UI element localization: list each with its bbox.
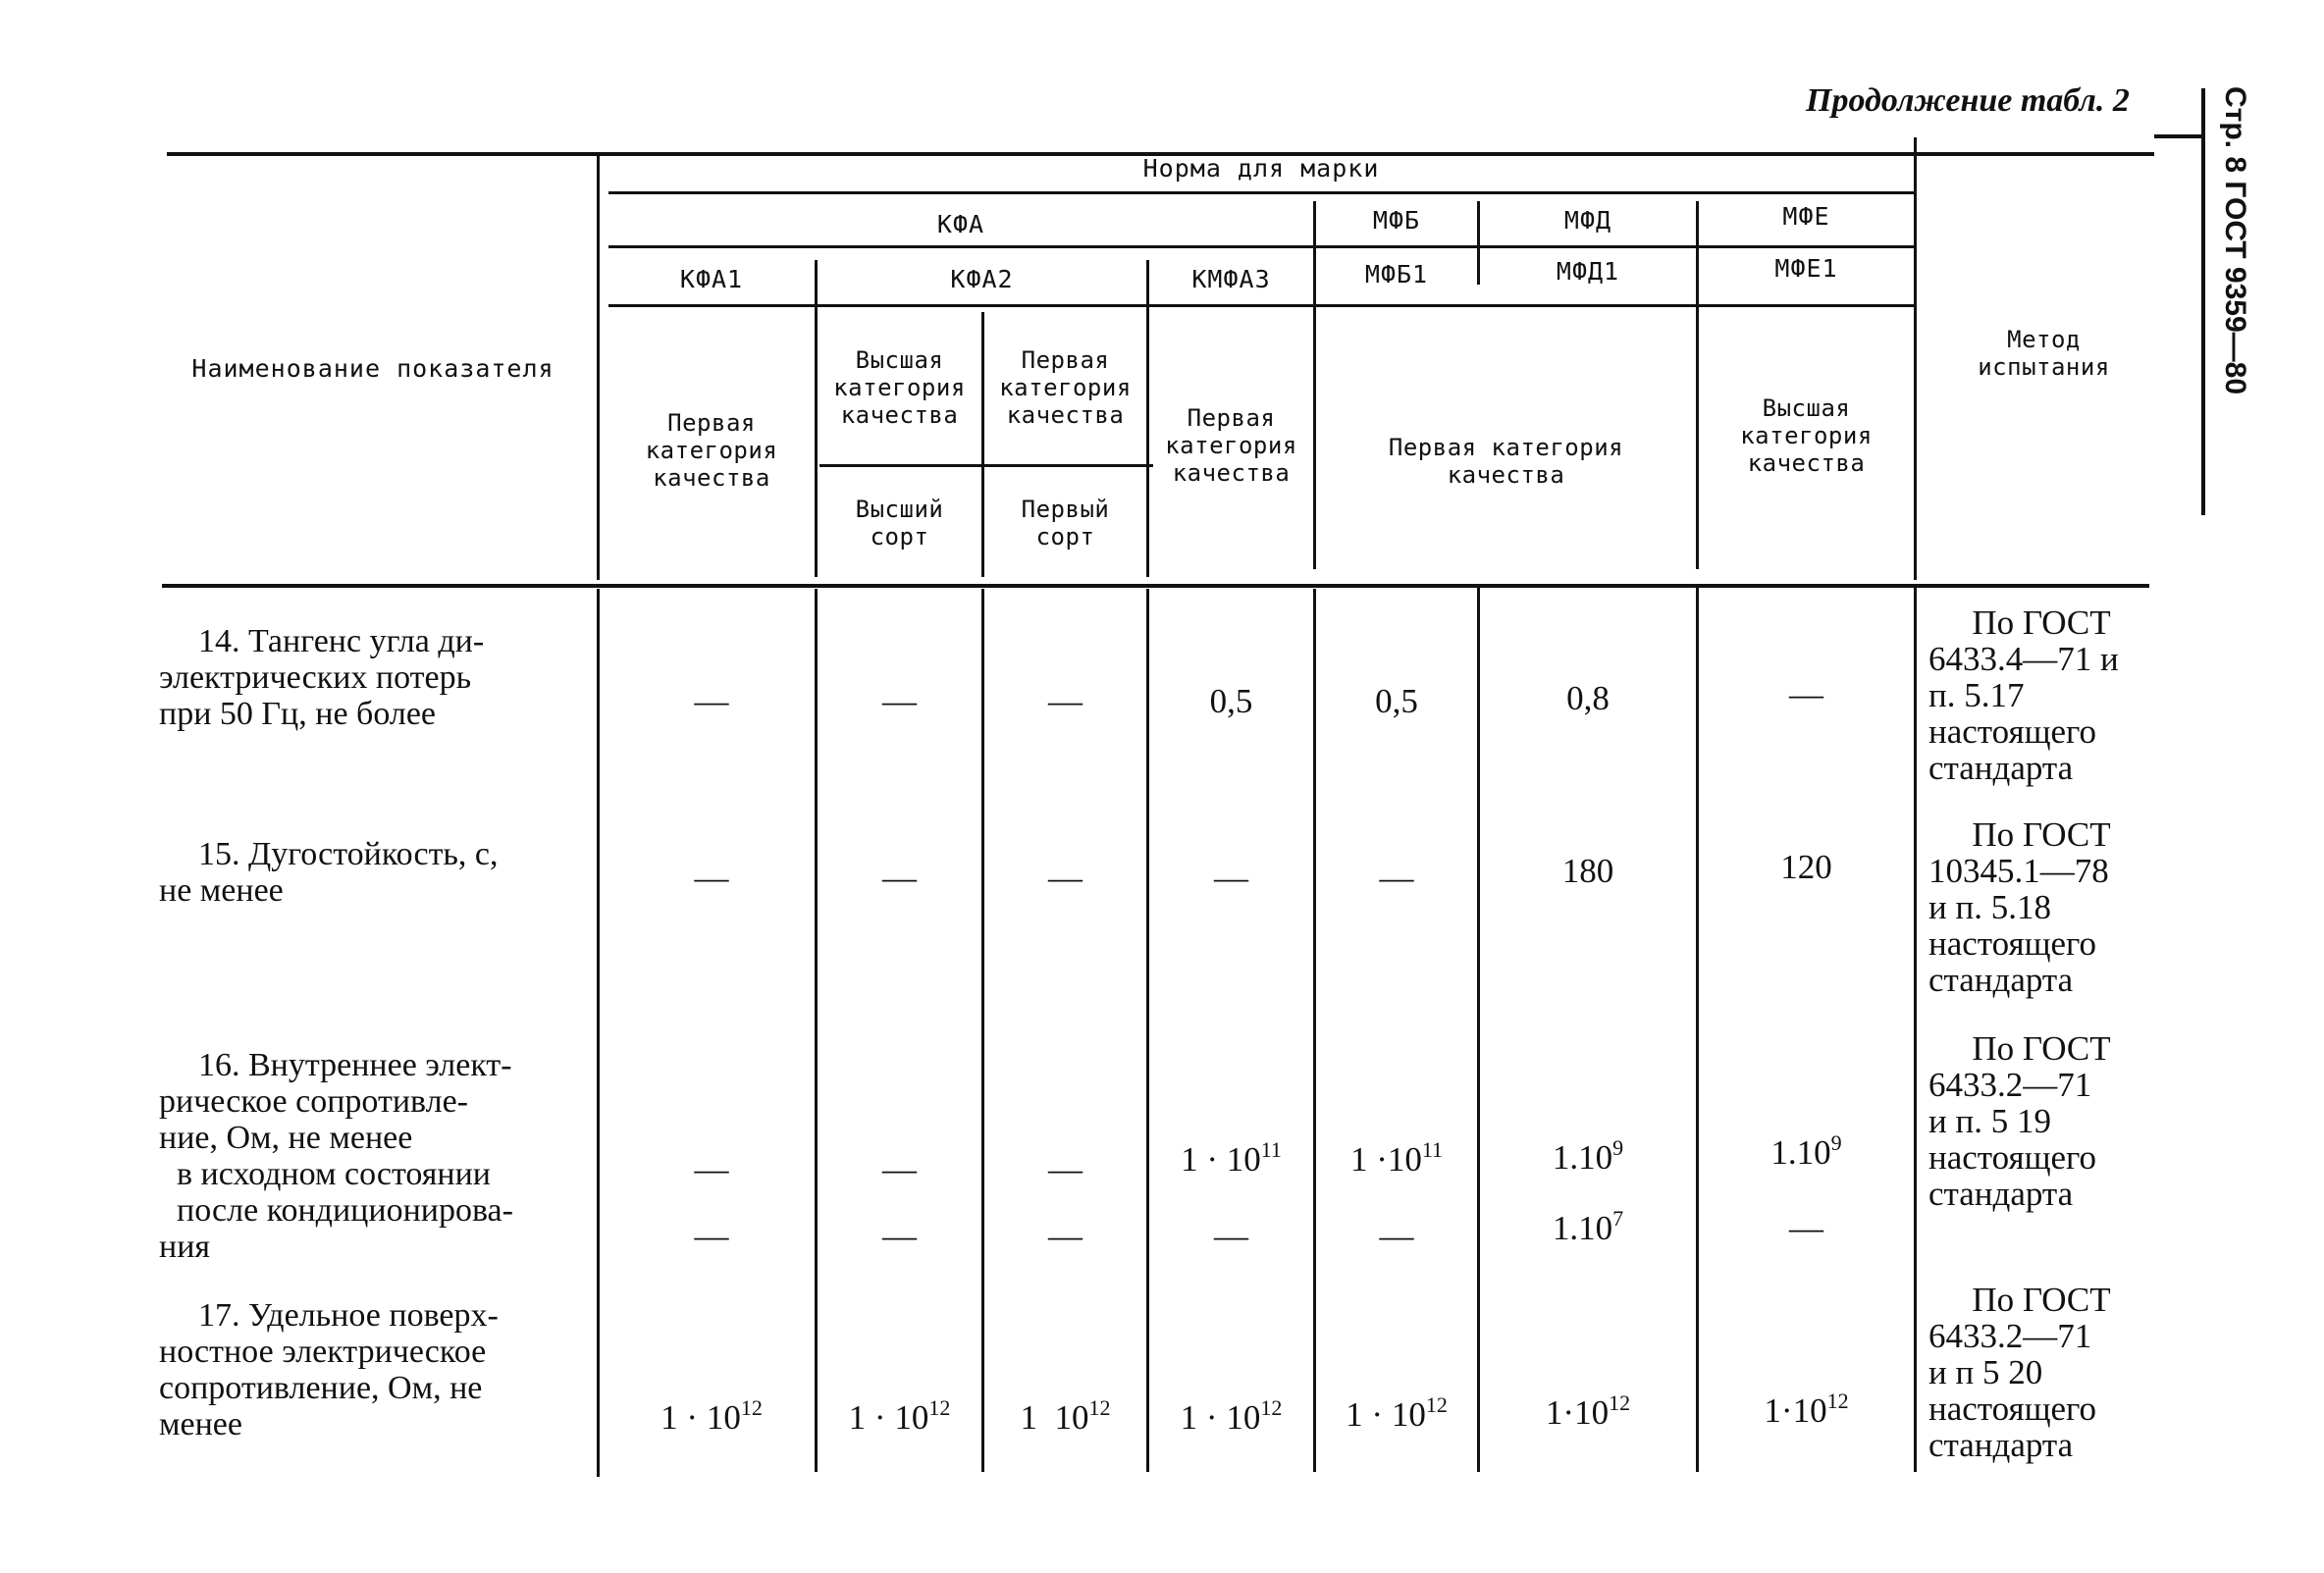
row-15-name: 15. Дугостойкость, с, не менее (159, 836, 499, 909)
row-16-name: 16. Внутреннее элект- рическое сопротивле- ние, Ом, не менее в исходном состоянии после кондиционирова- ния (159, 1047, 513, 1265)
category-mfb-mfd: Первая категория качества (1388, 434, 1624, 489)
row-15-val-mfd1: 180 (1561, 852, 1614, 890)
row-17-method: По ГОСТ 6433.2—71 и п 5 20 настоящего стандарта (1928, 1281, 2111, 1464)
row-16-cond-kmfa3: — (1214, 1217, 1248, 1255)
header-bottom-rule (162, 584, 2149, 588)
method-header: Метод испытания (1978, 326, 2110, 381)
rule-under-brands (608, 245, 1914, 248)
row-16-cond-mfd1: 1.10$^7$ (1552, 1206, 1624, 1247)
row-14-val-mfe1: — (1789, 675, 1823, 713)
row-17-val-mfb1: $1 \cdot 10^{12}$ (1346, 1392, 1448, 1434)
vline-body-name (597, 589, 600, 1477)
row-16-initial-kfa2-high: — (882, 1150, 917, 1188)
subbrand-kfa2: КФА2 (950, 265, 1014, 293)
category-mfe1: Высшая категория качества (1740, 394, 1873, 477)
row-17-val-mfd1: $1\cdot 10^{12}$ (1545, 1390, 1631, 1432)
category-kfa1: Первая категория качества (645, 409, 778, 492)
row-14-val-kmfa3: 0,5 (1209, 682, 1253, 720)
vline-body-mfd (1696, 584, 1699, 1472)
grade-first: Первый сорт (1021, 496, 1110, 551)
subbrand-mfe1: МФЕ1 (1774, 254, 1838, 283)
row-16-initial-kfa1: — (694, 1150, 729, 1188)
row-16-cond-mfe1: — (1789, 1209, 1823, 1247)
col-name-header: Наименование показателя (191, 354, 555, 383)
row-14-val-kfa2-high: — (882, 682, 917, 720)
norm-header: Норма для марки (1142, 154, 1380, 183)
category-kfa2-high: Высшая категория качества (833, 346, 966, 429)
vline-body-kfa2a (981, 589, 984, 1472)
vline-body-mfe (1914, 584, 1917, 1472)
row-16-initial-kmfa3: $1 \cdot 10^{11}$ (1181, 1137, 1282, 1179)
category-kmfa3: Первая категория качества (1165, 404, 1297, 487)
row-16-initial-mfd1: 1.10$^9$ (1552, 1135, 1624, 1177)
row-14-val-kfa1: — (694, 682, 729, 720)
row-17-name: 17. Удельное поверх- ностное электрическое сопротивление, Ом, не менее (159, 1297, 499, 1442)
rule-under-norm (608, 191, 1914, 194)
subbrand-mfd1: МФД1 (1556, 257, 1620, 286)
row-17-val-kfa2-high: $1 \cdot 10^{12}$ (848, 1395, 951, 1437)
row-15-val-mfe1: 120 (1780, 848, 1832, 886)
vline-body-kfa1 (815, 589, 818, 1472)
vline-body-kmfa3 (1313, 589, 1316, 1472)
side-rule (2201, 88, 2205, 515)
subbrand-kmfa3: КМФА3 (1191, 265, 1271, 293)
row-15-val-kfa2-high: — (882, 859, 917, 897)
brand-mfb: МФБ (1372, 206, 1421, 235)
row-14-val-mfb1: 0,5 (1375, 682, 1418, 720)
row-15-val-mfb1: — (1379, 859, 1414, 897)
row-16-cond-kfa1: — (694, 1217, 729, 1255)
vline-method (1914, 137, 1917, 580)
vline-kmfa3 (1313, 201, 1316, 569)
side-running-head: Стр. 8 ГОСТ 9359—80 (2219, 86, 2251, 395)
row-15-val-kfa1: — (694, 859, 729, 897)
row-15-val-kmfa3: — (1214, 859, 1248, 897)
brand-kfa: КФА (936, 210, 985, 238)
row-16-cond-kfa2-first: — (1048, 1217, 1083, 1255)
brand-mfe: МФЕ (1782, 202, 1830, 231)
rule-grade-split (819, 464, 1153, 467)
subbrand-mfb1: МФБ1 (1364, 260, 1429, 288)
row-14-name: 14. Тангенс угла ди- электрических потерь при 50 Гц, не более (159, 623, 485, 732)
grade-top: Высший сорт (855, 496, 944, 551)
row-16-initial-mfe1: 1.10$^9$ (1770, 1130, 1842, 1172)
row-16-method: По ГОСТ 6433.2—71 и п. 5 19 настоящего стандарта (1928, 1029, 2111, 1213)
row-17-val-kfa2-first: 1 $10^{12}$ (1020, 1395, 1111, 1437)
row-17-val-kfa1: $1 \cdot 10^{12}$ (660, 1395, 763, 1437)
row-16-initial-kfa2-first: — (1048, 1150, 1083, 1188)
row-16-initial-mfb1: $1 \cdot 10^{11}$ (1349, 1137, 1444, 1179)
row-17-val-mfe1: $1\cdot 10^{12}$ (1764, 1389, 1849, 1430)
row-16-cond-mfb1: — (1379, 1217, 1414, 1255)
row-14-method: По ГОСТ 6433.4—71 и п. 5.17 настоящего стандарта (1928, 603, 2119, 787)
brand-mfd: МФД (1563, 206, 1612, 235)
table-top-rule-right (2154, 134, 2203, 138)
vline-name (597, 155, 600, 580)
row-16-cond-kfa2-high: — (882, 1217, 917, 1255)
row-15-method: По ГОСТ 10345.1—78 и п. 5.18 настоящего стандарта (1928, 815, 2111, 999)
vline-body-kfa2b (1146, 589, 1149, 1472)
category-kfa2-first: Первая категория качества (999, 346, 1132, 429)
row-14-val-mfd1: 0,8 (1566, 679, 1610, 717)
row-14-val-kfa2-first: — (1048, 682, 1083, 720)
rule-under-subbrands (608, 304, 1914, 307)
row-17-val-kmfa3: $1 \cdot 10^{12}$ (1180, 1395, 1283, 1437)
continuation-label: Продолжение табл. 2 (1806, 82, 2130, 119)
subbrand-kfa1: КФА1 (679, 265, 744, 293)
row-15-val-kfa2-first: — (1048, 859, 1083, 897)
